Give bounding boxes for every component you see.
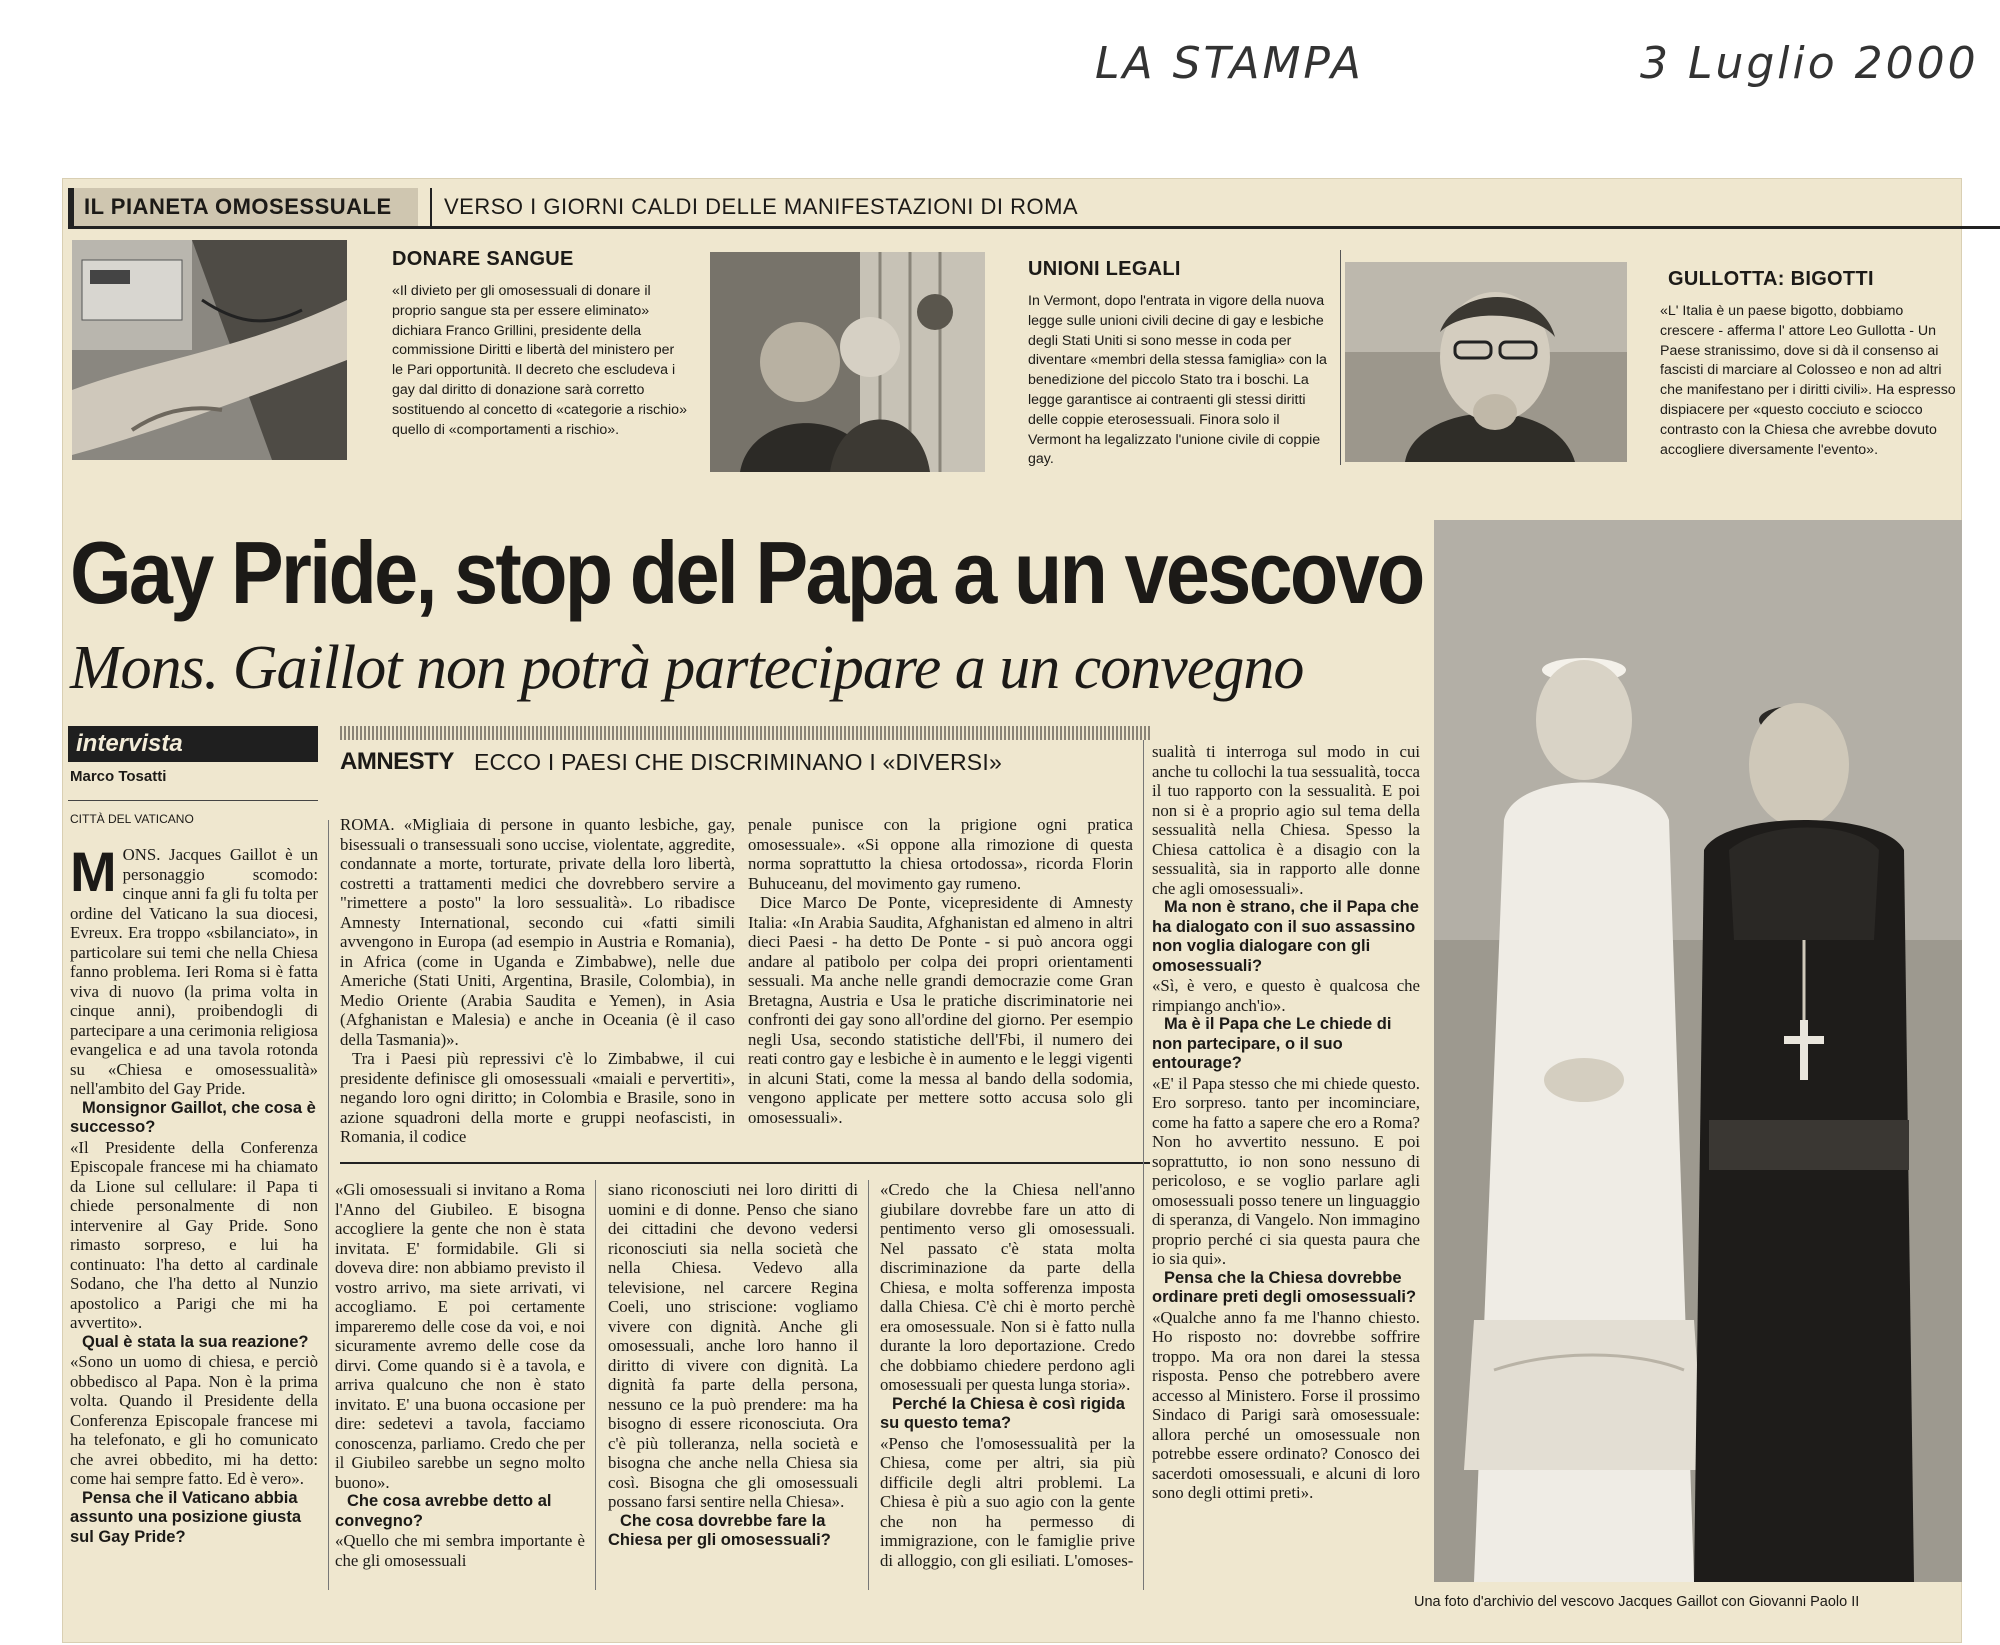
column-divider [1340,250,1341,465]
column-divider [328,820,329,1590]
question: Qual è stata la sua reazione? [82,1332,309,1351]
answer: «Gli omosessuali si invitano a Roma l'Anno del Giubileo. E bisogna accogliere la gente che non è stata invitata. E' formidabile. Gli si doveva dire: non abbiamo previsto il vostro arrivo, ma siete arrivati, vi accogliamo. E poi certamente impareremo delle cose da voi, e noi sicuramente avremo delle cose da dirvi. Come quando si è a tavola, e arriva qualcuno che non è stato invitato. E' una buona occasione per dire: sedetevi a tavola, facciamo conoscenza, parliamo. Credo che per il Giubileo sarebbe un segno molto buono». [335,1180,585,1492]
answer: «Il Presidente della Conferenza Episcopale francese mi ha chiamato da Lione sul cellulare: il Papa ti chiede personalmente di non intervenire al Gay Pride. Sono rimasto sorpreso, e lui ha continuato: l'ha detto al cardinale Sodano, che l'ha detto al Nunzio apostolico a Parigi che mi ha avvertito». [70,1137,318,1332]
headline: Gay Pride, stop del Papa a un vescovo [70,523,1423,622]
answer: «Sì, è vero, e questo è qualcosa che rimpiango anch'io». [1152,976,1420,1015]
handwritten-newspaper-name: LA STAMPA [1095,38,1364,89]
box-text-donare-sangue: «Il divieto per gli omosessuali di donare il proprio sangue sta per essere eliminato» dichiara Franco Grillini, presidente della commissione Diritti e libertà del ministero per le Pari opportunità. Il decreto che escludeva i gay dal diritto di donazione sarà corretto sostituendo al concetto di «categorie a rischio» quello di «comportamenti a rischio». [392,283,687,438]
answer: «Penso che l'omosessualità per la Chiesa, come per altri, sia più difficile degli altri problemi. La Chiesa è più a suo agio con la gente che non ha permesso di immigrazione, con le famiglie prive di alloggio, con gli esiliati. L'omoses- [880,1433,1135,1570]
article-column-3 [608,1180,858,1551]
question: Pensa che il Vaticano abbia assunto una posizione giusta sul Gay Pride? [70,1488,302,1546]
answer: «Qualche anno fa me l'hanno chiesto. Ho risposto no: dovrebbe soffrire troppo. Ma ora non darei la stessa risposta. Penso che potrebbero avere accesso al Ministero. Forse il prossimo Sindaco di Parigi sarà omosessuale: allora perché un omosessuale non potrebbe essere ordinato? Conosco dei sacerdoti omosessuali, e alcuni di loro sono degli ottimi preti». [1152,1307,1420,1502]
article-lead: ONS. Jacques Gaillot è un personaggio scomodo: cinque anni fa gli fu tolta per ordine del Vaticano la sua diocesi, Evreux. Era troppo «sbilanciato», in particolare sui temi che nella Chiesa fanno problema. Ieri Roma si è fatta viva di nuovo (la prima volta in cinque anni), proibendogli di partecipare a una cerimonia religiosa evangelica e ad una tavola rotonda su «Chiesa e omosessualità» nell'ambito del Gay Pride. [70,845,318,1098]
section-tag: IL PIANETA OMOSESSUALE [68,188,418,226]
amnesty-paragraph: ROMA. «Migliaia di persone in quanto lesbiche, gay, bisessuali o transessuali sono uccise, violentate, aggredite, condannate a morte, torturate, private della loro libertà, costretti a trattamenti medici che dovrebbero servire a "rimettere a posto" la loro sessualità». Lo ribadisce Amnesty International, secondo cui «fatti simili avvengono in Europa (ad esempio in Austria e Romania), in Africa (come in Uganda e Zimbabwe), nelle due Americhe (Stati Uniti, Argentina, Brasile, Colombia), in Medio Oriente (Arabia Saudita e Yemen), in Asia (Afghanistan e Malesia) e anche in Oceania (è il caso della Tasmania)». [340,815,735,1049]
amnesty-title: ECCO I PAESI CHE DISCRIMINANO I «DIVERSI» [474,749,1002,775]
question: Monsignor Gaillot, che cosa è successo? [70,1098,316,1136]
divider [68,800,318,801]
photo-caption: Una foto d'archivio del vescovo Jacques Gaillot con Giovanni Paolo II [1414,1594,1860,1610]
question: Ma non è strano, che il Papa che ha dialogato con il suo assassino non voglia dialogare con gli omosessuali? [1152,898,1419,975]
box-title-donare-sangue: DONARE SANGUE [392,248,574,270]
amnesty-paragraph: Tra i Paesi più repressivi c'è lo Zimbabwe, il cui presidente definisce gli omosessuali «maiali e pervertiti», negando loro ogni diritto; in Colombia e Brasile, sono in azione squadroni della morte e gruppi neofascisti, in Romania, il codice [340,1049,735,1146]
answer: «Credo che la Chiesa nell'anno giubilare dovrebbe fare un atto di pentimento verso gli omosessuali. Nel passato c'è stata molta discriminazione da parte della Chiesa, e molta sofferenza imposta dalla Chiesa. C'è chi è morto perchè era omosessuale. Non si è fatto nulla durante la loro deportazione. Credo che dobbiamo chiedere perdono agli omosessuali per questa lunga storia». [880,1180,1135,1394]
amnesty-paragraph: Dice Marco De Ponte, vicepresidente di Amnesty Italia: «In Arabia Saudita, Afghanistan ed almeno in altri dieci Paesi - ha detto De Ponte - si può ancora oggi andare al patibolo per colpa dei propri orientamenti sessuali. Ma anche nelle grandi democrazie come Gran Bretagna, Austria e Usa le pratiche discriminatorie nei confronti dei gay sono all'ordine del giorno. Per esempio negli Usa, secondo statistiche dell'Fbi, il numero dei reati contro gay e lesbiche è in aumento e le leggi vigenti in alcuni Stati, come la messa al bando della sodomia, vengono applicate per mettere sotto accusa solo gli omosessuali». [748,893,1133,1127]
photo-leo-gullotta [1345,262,1627,462]
article-column-1 [70,840,318,1547]
amnesty-rule-pattern [340,726,1150,740]
amnesty-paragraph: penale punisce con la prigione ogni pratica omosessuale». «Si oppone alla rimozione di questa norma soprattutto la chiesa ortodossa», ricorda Florin Buhuceanu, del movimento gay rumeno. [748,815,1133,893]
column-divider [868,1180,869,1590]
answer: «Sono un uomo di chiesa, e perciò obbedisco al Papa. Non è la prima volta. Quando il Presidente della Conferenza Episcopale francese mi ha telefonato, e gli ho comunicato che avrei obbedito, mi ha detto: come hai sempre fatto. Ed è vero». [70,1352,318,1488]
box-text-gullotta: «L' Italia è un paese bigotto, dobbiamo crescere - afferma l' attore Leo Gullotta - Un Paese stranissimo, dove si dà il consenso ai fascisti di marciare al Colosseo e non ad altri che manifestano per i diritti civili». Ha espresso dispiacere per «questo cocciuto e sciocco contrasto con la Chiesa che avrebbe dovuto accogliere diversamente l'evento». [1660,303,1956,458]
answer: siano riconosciuti nei loro diritti di uomini e di donne. Penso che siano dei cittadini che devono vedersi riconosciuti sia nella società che nella Chiesa. Vedevo alla televisione, nel carcere Regina Coeli, uno striscione: vogliamo vivere con dignità. Anche gli omosessuali, anche loro hanno il diritto di vivere con dignità. La dignità fa parte della persona, nessuno ce la può prendere: ma ha bisogno di essere riconosciuta. Ora c'è più tolleranza, nella società e bisogna che anche nella Chiesa sia così. Bisogna che gli omosessuali possano farsi sentire nella Chiesa». [608,1180,858,1511]
byline-author: Marco Tosatti [70,768,167,785]
column-divider [1143,740,1144,1590]
question: Che cosa avrebbe detto al convegno? [335,1492,552,1530]
interview-kicker: intervista [68,726,318,762]
answer: «Quello che mi sembra importante è che gli omosessuali [335,1531,585,1570]
question: Perché la Chiesa è così rigida su questo tema? [880,1394,1125,1432]
photo-pope-and-bishop [1434,520,1962,1582]
column-divider [595,1180,596,1590]
amnesty-column-2 [748,815,1133,1127]
article-column-2 [335,1180,585,1570]
question: Pensa che la Chiesa dovrebbe ordinare preti degli omosessuali? [1152,1268,1417,1306]
dateline: CITTÀ DEL VATICANO [70,812,194,826]
handwritten-date: 3 Luglio 2000 [1640,38,1979,89]
question: Ma è il Papa che Le chiede di non partecipare, o il suo entourage? [1152,1015,1392,1072]
amnesty-column-1 [340,815,735,1147]
photo-blood-donation [72,240,347,460]
section-subtitle: VERSO I GIORNI CALDI DELLE MANIFESTAZIONI DI ROMA [430,188,1078,226]
drop-cap: M [70,840,117,903]
section-header [68,188,2000,229]
box-title-unioni-legali: UNIONI LEGALI [1028,258,1181,280]
answer: «E' il Papa stesso che mi chiede questo. Ero sorpreso. tanto per incominciare, come ha fatto a sapere che ero a Roma? Non ho avvertito nessuno. E poi soprattutto, io non sono nessuno di pericoloso, e se voglio parlare agli omosessuali posso tenere un linguaggio di speranza, di Vangelo. Non immagino proprio perché ci sia questa paura che io sia qui». [1152,1073,1420,1268]
subheadline: Mons. Gaillot non potrà partecipare a un convegno [70,634,1304,702]
question: Che cosa dovrebbe fare la Chiesa per gli omosessuali? [608,1511,831,1549]
answer: sualità ti interroga sul modo in cui anche tu collochi la tua sessualità, tocca il tuo rapporto con la sessualità. E poi non si è a proprio agio sul tema della sessualità nella Chiesa. Spesso la Chiesa cattolica è a disagio con la sessualità, sia in rapporto alle donne che agli omosessuali». [1152,742,1420,898]
article-column-5 [1152,742,1420,1503]
photo-couple-vermont [710,252,985,472]
divider [340,1162,1150,1164]
box-text-unioni-legali: In Vermont, dopo l'entrata in vigore della nuova legge sulle unioni civili decine di gay e lesbiche degli Stati Uniti si sono messe in coda per diventare «membri della stessa famiglia» con la benedizione del piccolo Stato tra i boschi. La legge garantisce ai contraenti gli stessi diritti delle coppie eterosessuali. Finora solo il Vermont ha legalizzato l'unione civile di coppie gay. [1028,293,1327,468]
box-title-gullotta: GULLOTTA: BIGOTTI [1668,268,1874,290]
article-column-4 [880,1180,1135,1570]
amnesty-label: AMNESTY [340,748,454,775]
